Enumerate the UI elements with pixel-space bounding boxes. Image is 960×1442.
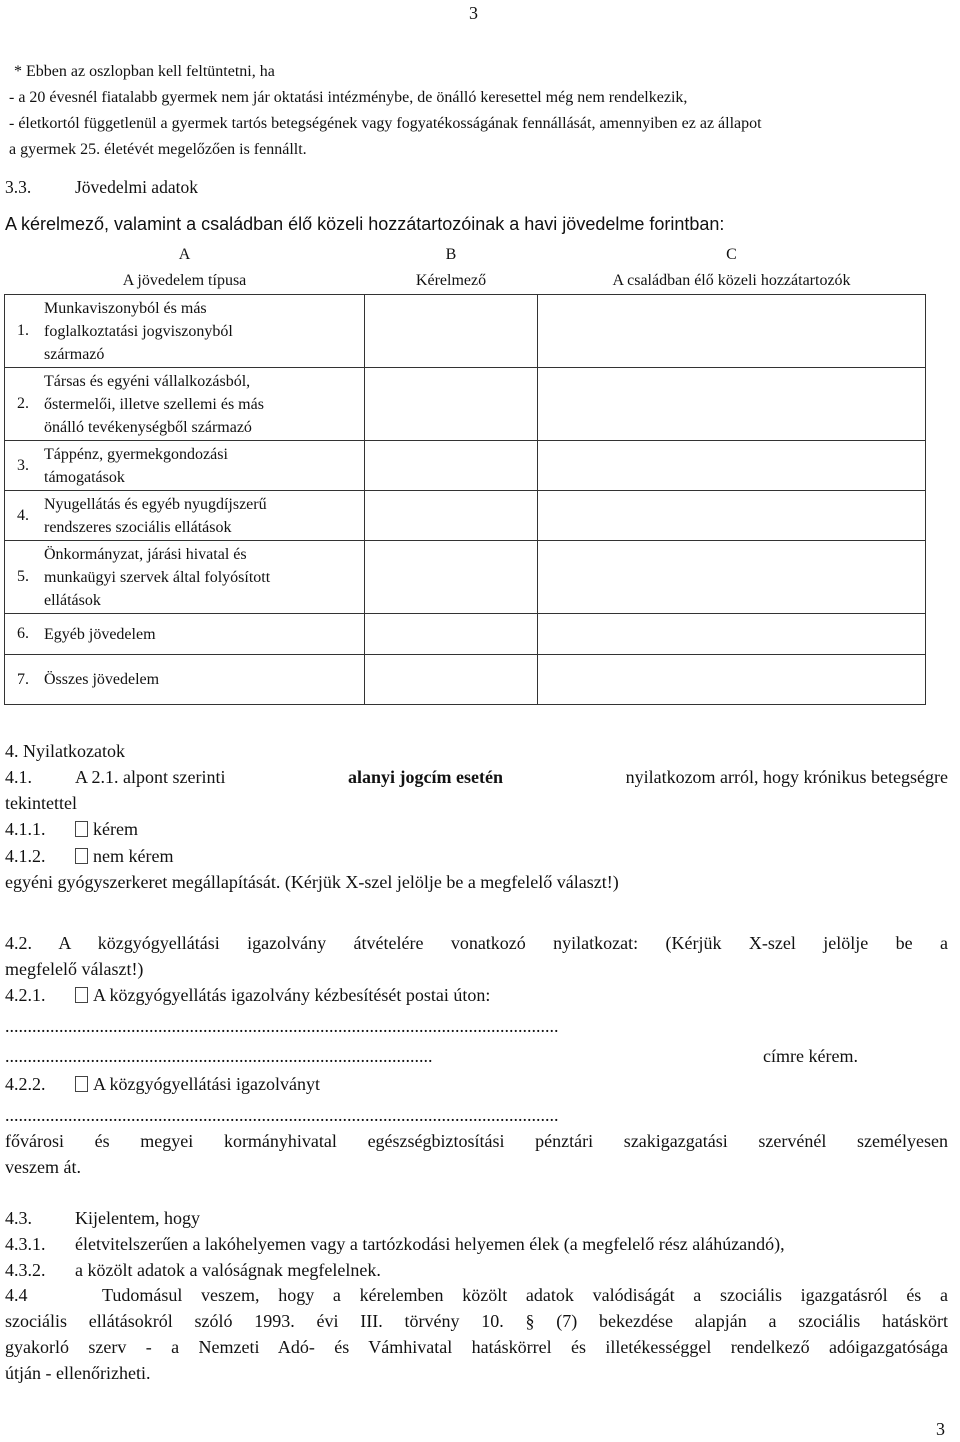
office-line-1: fővárosi és megyei kormányhivatal egészségbiztosítási pénztári szakigazgatási szervénél személyesen: [5, 1131, 948, 1151]
income-row: [5, 491, 926, 541]
row-number: 1.: [5, 295, 42, 368]
income-type-line: munkaügyi szervek által folyósított: [44, 568, 271, 586]
income-row: [5, 614, 926, 655]
applicant-income-cell[interactable]: [365, 295, 538, 368]
s44-line-1: 4.4 Tudomásul veszem, hogy a kérelemben közölt adatok valódiságát a szociális igazgatásról és a: [5, 1285, 948, 1305]
row-number: 6.: [5, 614, 42, 655]
income-type-line: támogatások: [44, 468, 125, 486]
s41-tail: egyéni gyógyszerkeret megállapítását. (Kérjük X-szel jelölje be a megfelelő választ!): [5, 872, 619, 892]
income-type-line: származó: [44, 345, 105, 363]
relatives-income-cell[interactable]: [538, 441, 926, 491]
s43-number: 4.3.: [5, 1208, 32, 1228]
income-type-label: [41, 441, 365, 491]
s422-label: A közgyógyellátási igazolványt: [93, 1074, 320, 1094]
income-row: [5, 541, 926, 614]
page-number-top: 3: [469, 3, 478, 23]
income-type-label: [41, 541, 365, 614]
s421-option[interactable]: [75, 985, 490, 1006]
income-type-line: Egyéb jövedelem: [44, 625, 156, 643]
s44-line-2: szociális ellátásokról szóló 1993. évi III. törvény 10. § (7) bekezdése alapján a szociális hatáskört: [5, 1311, 948, 1331]
relatives-income-cell[interactable]: [538, 655, 926, 705]
checkbox-nem-kerem[interactable]: [75, 848, 88, 864]
s411-label: kérem: [93, 819, 138, 839]
footnote-line-4: a gyermek 25. életévét megelőzően is fennállt.: [9, 141, 307, 158]
income-type-label: [41, 368, 365, 441]
s422-option[interactable]: [75, 1074, 320, 1095]
income-type-line: Táppénz, gyermekgondozási: [44, 445, 228, 463]
office-line-2: veszem át.: [5, 1157, 81, 1177]
column-letter-row: [5, 242, 926, 268]
s432-text: a közölt adatok a valóságnak megfelelnek.: [75, 1260, 381, 1280]
s412-number: 4.1.2.: [5, 846, 46, 866]
footnote-line-3: - életkortól függetlenül a gyermek tartós betegségének vagy fogyatékosságának fennállását, amennyiben ez az állapot: [9, 115, 762, 132]
s412-option[interactable]: [75, 846, 173, 867]
income-table: [4, 242, 926, 705]
column-letter-b: B: [445, 246, 457, 263]
income-type-line: őstermelői, illetve szellemi és más: [44, 395, 264, 413]
s42-line-2: megfelelő választ!): [5, 959, 144, 979]
s41-number: 4.1.: [5, 767, 32, 787]
s44-line-3: gyakorló szerv - a Nemzeti Adó- és Vámhivatal hatáskörrel és illetékességgel rendelkező adóigazgatósága: [5, 1337, 948, 1357]
income-row: [5, 655, 926, 705]
s41-bold: alanyi jogcím esetén: [348, 767, 504, 787]
section-title: Jövedelmi adatok: [75, 177, 198, 197]
s412-label: nem kérem: [93, 846, 174, 866]
s44-line-4: útján - ellenőrizheti.: [5, 1363, 151, 1383]
income-row: [5, 295, 926, 368]
applicant-income-cell[interactable]: [365, 655, 538, 705]
s411-number: 4.1.1.: [5, 819, 46, 839]
row-number: 2.: [5, 368, 42, 441]
income-type-label: [41, 655, 365, 705]
page-number-bottom: 3: [936, 1419, 945, 1439]
income-type-label: [41, 614, 365, 655]
s432-number: 4.3.2.: [5, 1260, 46, 1280]
applicant-income-cell[interactable]: [365, 491, 538, 541]
checkbox-szemelyesen[interactable]: [75, 1076, 88, 1092]
relatives-income-cell[interactable]: [538, 295, 926, 368]
s42-line-1: 4.2. A közgyógyellátási igazolvány átvételére vonatkozó nyilatkozat: (Kérjük X-szel jelölje be a: [5, 933, 948, 953]
section-number: 3.3.: [5, 177, 32, 197]
s411-option[interactable]: [75, 819, 138, 840]
s43-title: Kijelentem, hogy: [75, 1208, 200, 1228]
applicant-income-cell[interactable]: [365, 368, 538, 441]
checkbox-postai[interactable]: [75, 987, 88, 1003]
table-intro: A kérelmező, valamint a családban élő közeli hozzátartozóinak a havi jövedelme forintban:: [5, 214, 725, 234]
income-type-line: Munkaviszonyból és más: [44, 299, 207, 317]
s41-pre: A 2.1. alpont szerinti: [75, 767, 226, 787]
row-number: 3.: [5, 441, 42, 491]
s421-label: A közgyógyellátás igazolvány kézbesítését postai úton:: [93, 985, 491, 1005]
income-type-line: foglalkoztatási jogviszonyból: [44, 322, 233, 340]
income-type-line: Önkormányzat, járási hivatal és: [44, 545, 247, 563]
footnote-line-1: * Ebben az oszlopban kell feltüntetni, ha: [14, 63, 275, 80]
s431-text: életvitelszerűen a lakóhelyemen vagy a tartózkodási helyemen élek (a megfelelő rész aláhúzandó),: [75, 1234, 785, 1254]
relatives-income-cell[interactable]: [538, 368, 926, 441]
column-header-type: A jövedelem típusa: [122, 272, 247, 289]
applicant-income-cell[interactable]: [365, 441, 538, 491]
checkbox-kerem[interactable]: [75, 821, 88, 837]
income-type-line: ellátások: [44, 591, 101, 609]
address-dotted-line-1[interactable]: ...........................................................................................................................: [5, 1016, 559, 1036]
income-type-label: [41, 295, 365, 368]
s41-post: nyilatkozom arról, hogy krónikus betegségre: [625, 767, 948, 787]
applicant-income-cell[interactable]: [365, 541, 538, 614]
column-header-applicant: Kérelmező: [415, 272, 487, 289]
s41-line: [75, 767, 948, 788]
relatives-income-cell[interactable]: [538, 614, 926, 655]
income-row: [5, 441, 926, 491]
row-number: 7.: [5, 655, 42, 705]
income-type-line: önálló tevékenységből származó: [44, 418, 252, 436]
footnote-line-2: - a 20 évesnél fiatalabb gyermek nem jár oktatási intézménybe, de önálló keresettel még nem rendelkezik,: [9, 89, 688, 106]
income-type-label: [41, 491, 365, 541]
section-4-title: 4. Nyilatkozatok: [5, 741, 125, 761]
relatives-income-cell[interactable]: [538, 541, 926, 614]
income-type-line: Összes jövedelem: [44, 671, 160, 688]
s422-number: 4.2.2.: [5, 1074, 46, 1094]
row-number: 4.: [5, 491, 42, 541]
office-dotted-line[interactable]: ...........................................................................................................................: [5, 1105, 559, 1125]
s41-line-2: tekintettel: [5, 793, 77, 813]
column-letter-a: A: [178, 246, 191, 263]
row-number: 5.: [5, 541, 42, 614]
relatives-income-cell[interactable]: [538, 491, 926, 541]
column-header-relatives: A családban élő közeli hozzátartozók: [612, 272, 851, 289]
address-suffix: címre kérem.: [763, 1046, 858, 1066]
income-type-line: Nyugellátás és egyéb nyugdíjszerű: [44, 495, 267, 513]
s421-number: 4.2.1.: [5, 985, 46, 1005]
applicant-income-cell[interactable]: [365, 614, 538, 655]
income-row: [5, 368, 926, 441]
address-dotted-line-2[interactable]: ...............................................................................................: [5, 1046, 433, 1066]
s431-number: 4.3.1.: [5, 1234, 46, 1254]
column-letter-c: C: [726, 246, 737, 263]
column-header-row: [5, 268, 926, 295]
income-type-line: rendszeres szociális ellátások: [44, 518, 232, 536]
income-type-line: Társas és egyéni vállalkozásból,: [44, 372, 251, 390]
